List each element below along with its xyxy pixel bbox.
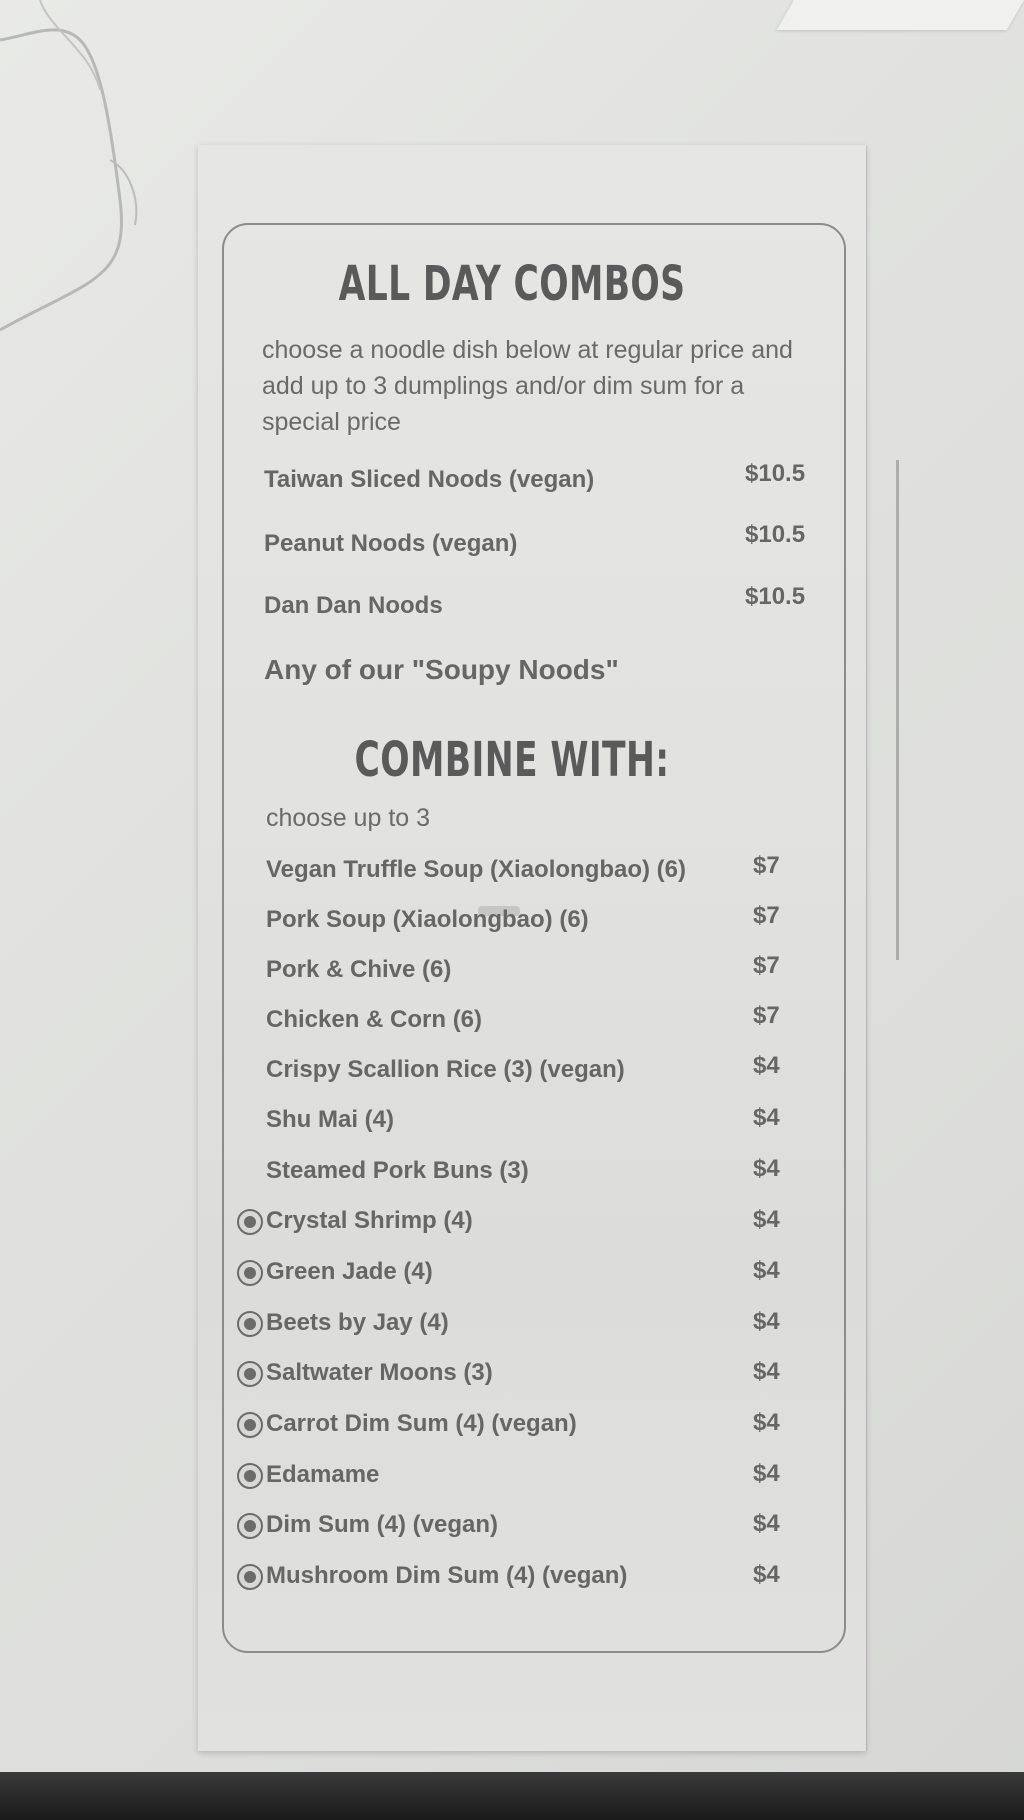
noodle-item-name: Dan Dan Noods xyxy=(264,592,443,619)
combo-item-price: $7 xyxy=(753,952,780,979)
combo-item-price: $4 xyxy=(753,1510,780,1537)
combo-item-name: Shu Mai (4) xyxy=(266,1106,395,1133)
combo-item-name: Pork & Chive (6) xyxy=(266,956,452,983)
gluten-free-icon xyxy=(237,1361,263,1387)
combo-item-name: Chicken & Corn (6) xyxy=(266,1006,483,1033)
combo-item-price: $4 xyxy=(753,1460,780,1487)
combo-item-price: $7 xyxy=(753,1002,780,1029)
noodle-item-name: Taiwan Sliced Noods (vegan) xyxy=(264,466,595,493)
gluten-free-icon xyxy=(237,1463,263,1489)
combo-item-price: $7 xyxy=(753,902,780,929)
combine-title: COMBINE WITH: xyxy=(354,732,670,788)
combo-item-name: Pork Soup (Xiaolongbao) (6) xyxy=(266,906,589,933)
combo-item-price: $7 xyxy=(753,852,780,879)
gluten-free-icon xyxy=(237,1513,263,1539)
combo-item-price: $4 xyxy=(753,1104,780,1131)
combine-note: choose up to 3 xyxy=(266,804,431,832)
soupy-noods-line: Any of our "Soupy Noods" xyxy=(264,654,619,685)
combo-item-name: Mushroom Dim Sum (4) (vegan) xyxy=(266,1562,628,1589)
combo-item-price: $4 xyxy=(753,1206,780,1233)
noodle-item-price: $10.5 xyxy=(745,583,806,610)
combo-item-price: $4 xyxy=(753,1155,780,1182)
gluten-free-icon xyxy=(237,1311,263,1337)
noodle-item-name: Peanut Noods (vegan) xyxy=(264,530,518,557)
combo-item-name: Edamame xyxy=(266,1461,380,1488)
combo-item-name: Dim Sum (4) (vegan) xyxy=(266,1511,499,1538)
combo-item-name: Green Jade (4) xyxy=(266,1258,433,1285)
gluten-free-icon xyxy=(237,1209,263,1235)
combo-item-name: Steamed Pork Buns (3) xyxy=(266,1157,529,1184)
combo-item-name: Crispy Scallion Rice (3) (vegan) xyxy=(266,1056,625,1083)
combos-title: ALL DAY COMBOS xyxy=(338,256,686,312)
combo-item-name: Beets by Jay (4) xyxy=(266,1309,449,1336)
combo-item-name: Vegan Truffle Soup (Xiaolongbao) (6) xyxy=(266,856,687,883)
combos-intro: choose a noodle dish below at regular price and add up to 3 dumplings and/or dim sum for a special price xyxy=(262,336,793,436)
gluten-free-icon xyxy=(237,1564,263,1590)
combo-item-price: $4 xyxy=(753,1561,780,1588)
paper-corner-decoration xyxy=(777,0,1024,30)
gluten-free-icon xyxy=(237,1260,263,1286)
noodle-item-price: $10.5 xyxy=(745,460,806,487)
combo-item-name: Crystal Shrimp (4) xyxy=(266,1207,473,1234)
combo-item-price: $4 xyxy=(753,1052,780,1079)
combo-item-price: $4 xyxy=(753,1257,780,1284)
card-edge-shadow xyxy=(896,460,899,960)
combo-item-price: $4 xyxy=(753,1308,780,1335)
combo-item-name: Saltwater Moons (3) xyxy=(266,1359,493,1386)
noodle-item-price: $10.5 xyxy=(745,521,806,548)
combo-item-name: Carrot Dim Sum (4) (vegan) xyxy=(266,1410,577,1437)
combo-item-price: $4 xyxy=(753,1358,780,1385)
floor-strip xyxy=(0,1772,1024,1820)
gluten-free-icon xyxy=(237,1412,263,1438)
combo-item-price: $4 xyxy=(753,1409,780,1436)
